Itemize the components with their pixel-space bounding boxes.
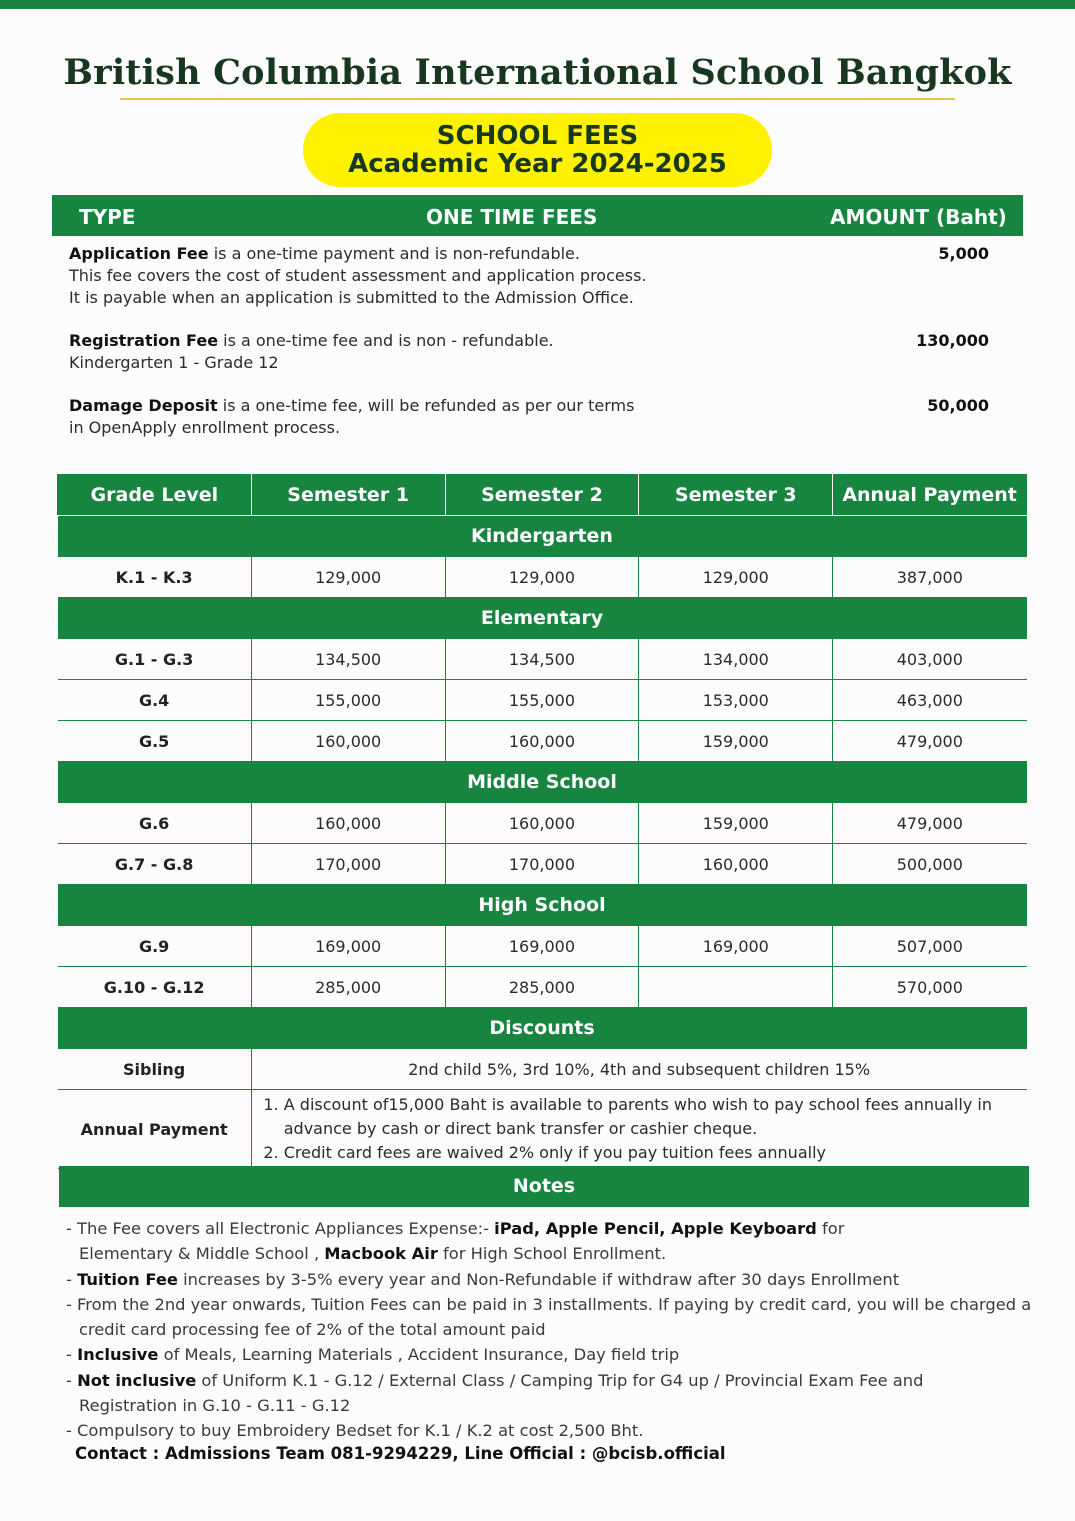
fee-item-application xyxy=(69,243,1009,309)
note-text: - xyxy=(66,1269,78,1289)
table-row xyxy=(58,639,1027,680)
note-item xyxy=(66,1267,1041,1292)
annual-amount: 500,000 xyxy=(833,844,1027,885)
discount-label: Annual Payment xyxy=(58,1090,252,1169)
note-text: of Meals, Learning Materials , Accident Insurance, Day field trip xyxy=(158,1345,680,1365)
one-time-fees-header xyxy=(52,195,1023,236)
section-title: Discounts xyxy=(58,1008,1027,1049)
table-row xyxy=(58,844,1027,885)
note-text: of Uniform K.1 - G.12 / External Class / Camping Trip for G4 up / Provincial Exam Fee and xyxy=(196,1370,924,1390)
table-row xyxy=(58,803,1027,844)
note-emphasis: Not inclusive xyxy=(77,1370,197,1390)
grade-level: G.5 xyxy=(58,721,252,762)
grade-level: G.10 - G.12 xyxy=(58,967,252,1008)
semester-3-amount: 159,000 xyxy=(639,803,833,844)
section-kindergarten xyxy=(58,516,1027,557)
fee-desc: is a one-time fee and is non - refundable. xyxy=(218,331,554,350)
section-discounts xyxy=(58,1008,1027,1049)
note-text: Elementary & Middle School , xyxy=(79,1244,325,1264)
header-semester-2: Semester 2 xyxy=(445,475,639,516)
semester-2-amount: 170,000 xyxy=(445,844,639,885)
semester-1-amount: 285,000 xyxy=(251,967,445,1008)
table-row xyxy=(58,557,1027,598)
semester-3-amount: 134,000 xyxy=(639,639,833,680)
section-title: High School xyxy=(58,885,1027,926)
fee-item-damage-deposit xyxy=(69,395,1009,439)
semester-2-amount: 169,000 xyxy=(445,926,639,967)
section-high-school xyxy=(58,885,1027,926)
tuition-table xyxy=(57,474,1027,1169)
semester-3-amount: 169,000 xyxy=(639,926,833,967)
discount-annual-row xyxy=(58,1090,1027,1169)
annual-amount: 403,000 xyxy=(833,639,1027,680)
note-item xyxy=(66,1241,1041,1266)
semester-1-amount: 155,000 xyxy=(251,680,445,721)
table-row xyxy=(58,721,1027,762)
header-grade-level: Grade Level xyxy=(58,475,252,516)
section-title: Elementary xyxy=(58,598,1027,639)
col-one-time-fees: ONE TIME FEES xyxy=(426,205,598,229)
note-text: - xyxy=(66,1345,78,1365)
fee-desc: is a one-time fee, will be refunded as per our terms xyxy=(217,396,635,415)
table-row xyxy=(58,926,1027,967)
table-row xyxy=(58,680,1027,721)
semester-2-amount: 160,000 xyxy=(445,803,639,844)
fees-title: SCHOOL FEES xyxy=(436,121,639,151)
section-middle-school xyxy=(58,762,1027,803)
fee-name: Registration Fee xyxy=(69,331,219,350)
note-item: Registration in G.10 - G.11 - G.12 xyxy=(79,1396,351,1416)
grade-level: G.6 xyxy=(58,803,252,844)
section-title: Middle School xyxy=(58,762,1027,803)
table-header-row xyxy=(58,475,1027,516)
note-text: - The Fee covers all Electronic Appliances Expense:- xyxy=(66,1219,495,1238)
semester-3-amount xyxy=(639,967,833,1008)
annual-amount: 479,000 xyxy=(833,803,1027,844)
fee-amount: 50,000 xyxy=(927,396,989,415)
fee-desc-line: This fee covers the cost of student assessment and application process. xyxy=(69,266,647,285)
note-emphasis: Tuition Fee xyxy=(77,1269,178,1289)
header-semester-3: Semester 3 xyxy=(639,475,833,516)
fee-desc-line: It is payable when an application is submitted to the Admission Office. xyxy=(69,288,634,307)
discount-label: Sibling xyxy=(58,1049,252,1090)
fee-name: Damage Deposit xyxy=(69,396,218,415)
semester-2-amount: 155,000 xyxy=(445,680,639,721)
academic-year: Academic Year 2024-2025 xyxy=(348,149,727,179)
fee-amount: 130,000 xyxy=(916,331,989,350)
semester-2-amount: 129,000 xyxy=(445,557,639,598)
section-elementary xyxy=(58,598,1027,639)
grade-level: K.1 - K.3 xyxy=(58,557,252,598)
semester-2-amount: 160,000 xyxy=(445,721,639,762)
grade-level: G.1 - G.3 xyxy=(58,639,252,680)
fee-desc-line: in OpenApply enrollment process. xyxy=(69,418,341,437)
annual-discount-list xyxy=(251,1090,1026,1169)
note-item: - From the 2nd year onwards, Tuition Fees can be paid in 3 installments. If paying by credit card, you will be charged a xyxy=(66,1294,1032,1314)
semester-1-amount: 129,000 xyxy=(251,557,445,598)
semester-3-amount: 153,000 xyxy=(639,680,833,721)
header-annual-payment: Annual Payment xyxy=(833,475,1027,516)
grade-level: G.7 - G.8 xyxy=(58,844,252,885)
fees-title-badge xyxy=(303,113,772,187)
discount-sibling-row xyxy=(58,1049,1027,1090)
note-emphasis: Macbook Air xyxy=(324,1244,438,1264)
note-item xyxy=(66,1216,1041,1241)
annual-amount: 463,000 xyxy=(833,680,1027,721)
fee-name: Application Fee xyxy=(69,244,209,263)
title-underline xyxy=(120,98,955,100)
note-text: increases by 3-5% every year and Non-Refundable if withdraw after 30 days Enrollment xyxy=(177,1269,900,1289)
semester-3-amount: 159,000 xyxy=(639,721,833,762)
note-item: - Compulsory to buy Embroidery Bedset for K.1 / K.2 at cost 2,500 Bht. xyxy=(66,1421,644,1441)
fee-item-registration xyxy=(69,330,1009,374)
grade-level: G.4 xyxy=(58,680,252,721)
semester-1-amount: 160,000 xyxy=(251,803,445,844)
note-item xyxy=(66,1342,1041,1367)
notes-header: Notes xyxy=(59,1166,1029,1207)
note-item xyxy=(66,1368,1041,1393)
col-type: TYPE xyxy=(79,205,136,229)
note-text: - xyxy=(66,1370,78,1390)
notes-list xyxy=(66,1216,1041,1444)
semester-3-amount: 129,000 xyxy=(639,557,833,598)
grade-level: G.9 xyxy=(58,926,252,967)
note-emphasis: iPad, Apple Pencil, Apple Keyboard xyxy=(494,1219,817,1238)
semester-2-amount: 285,000 xyxy=(445,967,639,1008)
header-semester-1: Semester 1 xyxy=(251,475,445,516)
annual-amount: 387,000 xyxy=(833,557,1027,598)
top-accent-bar xyxy=(0,0,1075,9)
table-row xyxy=(58,967,1027,1008)
sibling-discount-text: 2nd child 5%, 3rd 10%, 4th and subsequent children 15% xyxy=(251,1049,1026,1090)
col-amount: AMOUNT (Baht) xyxy=(830,205,1007,229)
semester-1-amount: 160,000 xyxy=(251,721,445,762)
semester-1-amount: 170,000 xyxy=(251,844,445,885)
annual-discount-item: 2. Credit card fees are waived 2% only if you pay tuition fees annually xyxy=(284,1141,1027,1165)
annual-amount: 479,000 xyxy=(833,721,1027,762)
contact-info: Contact : Admissions Team 081-9294229, Line Official : @bcisb.official xyxy=(75,1444,726,1463)
fee-desc: is a one-time payment and is non-refundable. xyxy=(208,244,580,263)
note-text: for High School Enrollment. xyxy=(437,1244,667,1264)
note-emphasis: Inclusive xyxy=(77,1345,159,1365)
semester-1-amount: 169,000 xyxy=(251,926,445,967)
section-title: Kindergarten xyxy=(58,516,1027,557)
annual-discount-item: 1. A discount of15,000 Baht is available to parents who wish to pay school fees annually in advance by cash or direct bank transfer or cashier cheque. xyxy=(284,1093,1027,1141)
fee-amount: 5,000 xyxy=(938,244,989,263)
semester-1-amount: 134,500 xyxy=(251,639,445,680)
note-item: credit card processing fee of 2% of the total amount paid xyxy=(79,1320,546,1340)
annual-amount: 507,000 xyxy=(833,926,1027,967)
annual-amount: 570,000 xyxy=(833,967,1027,1008)
school-name: British Columbia International School Bangkok xyxy=(63,52,1012,93)
note-text: for xyxy=(816,1219,845,1238)
fee-desc-line: Kindergarten 1 - Grade 12 xyxy=(69,353,279,372)
semester-2-amount: 134,500 xyxy=(445,639,639,680)
semester-3-amount: 160,000 xyxy=(639,844,833,885)
